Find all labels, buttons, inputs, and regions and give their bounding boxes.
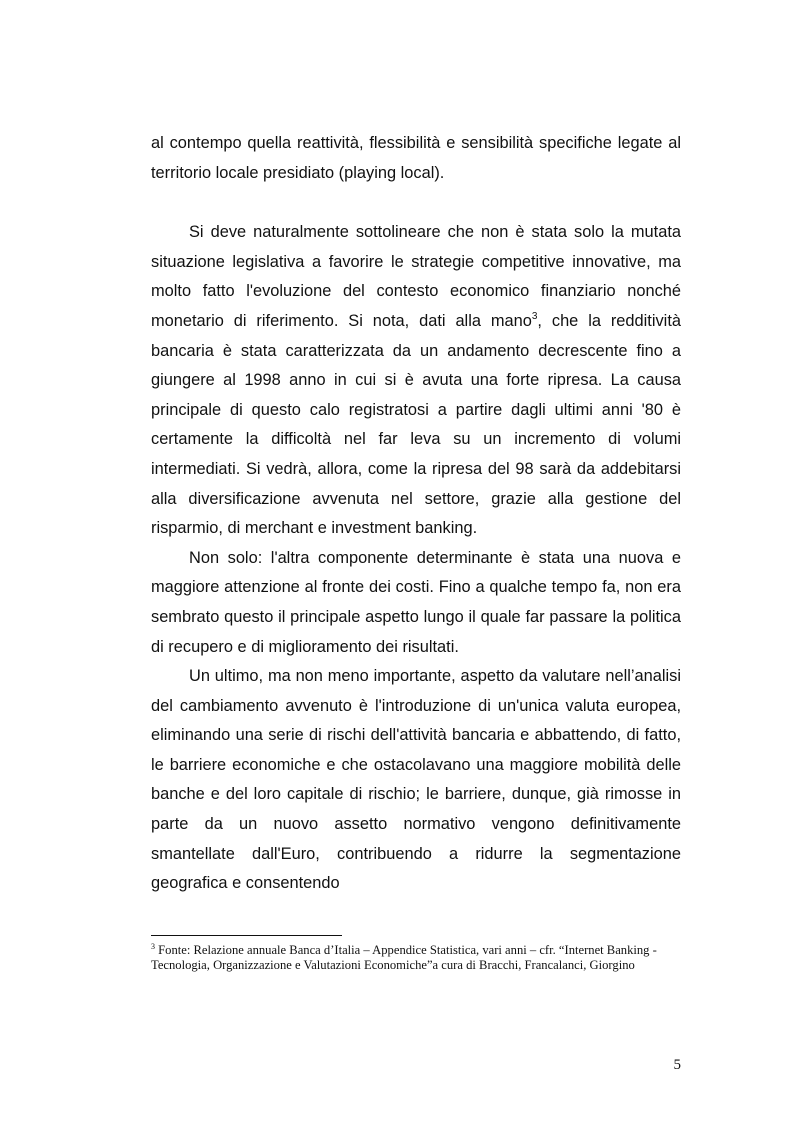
- paragraph-2-part-2: , che la redditività bancaria è stata caratterizzata da un andamento decrescente fino a giungere al 1998 anno in cui si è avuta una forte ripresa. La causa principale di questo calo registratosi a partire dagli ultimi anni '80 è certamente la difficoltà nel far leva su un incremento di volumi intermediati. Si vedrà, allora, come la ripresa del 98 sarà da addebitarsi alla diversificazione avvenuta nel settore, grazie alla gestione del risparmio, di merchant e investment banking.: [151, 311, 681, 538]
- paragraph-1: al contempo quella reattività, flessibilità e sensibilità specifiche legate al territorio locale presidiato (playing local).: [151, 134, 681, 182]
- paragraph-2: [151, 218, 681, 544]
- footnote-reference: 3: [531, 310, 538, 322]
- paragraph-4: Un ultimo, ma non meno importante, aspetto da valutare nell’analisi del cambiamento avvenuto è l'introduzione di un'unica valuta europea, eliminando una serie di rischi dell'attività bancaria e abbattendo, di fatto, le barriere economiche e che ostacolavano una maggiore mobilità delle banche e del loro capitale di rischio; le barriere, dunque, già rimosse in parte da un nuovo assetto normativo vengono definitivamente smantellate dall'Euro, contribuendo a ridurre la segmentazione geografica e consentendo: [151, 667, 681, 893]
- footnote-text: Fonte: Relazione annuale Banca d’Italia – Appendice Statistica, vari anni – cfr. “Internet Banking - Tecnologia, Organizzazione e Valutazioni Economiche”a cura di Bracchi, Francalanci, Giorgino: [151, 943, 657, 973]
- paragraph-3: Non solo: l'altra componente determinante è stata una nuova e maggiore attenzione al fronte dei costi. Fino a qualche tempo fa, non era sembrato questo il principale aspetto lungo il quale far passare la politica di recupero e di miglioramento dei risultati.: [151, 548, 681, 656]
- footnote-marker: 3: [151, 942, 155, 951]
- footnote-separator: [151, 935, 342, 936]
- body-text: [151, 129, 681, 899]
- page-number: 5: [673, 1057, 681, 1073]
- footnote: [151, 943, 676, 974]
- paragraph-2-part-1: Si deve naturalmente sottolineare che non è stata solo la mutata situazione legislativa a favorire le strategie competitive innovative, ma molto fatto l'evoluzione del contesto economico finanziario nonché monetario di riferimento. Si nota, dati alla mano: [151, 223, 681, 330]
